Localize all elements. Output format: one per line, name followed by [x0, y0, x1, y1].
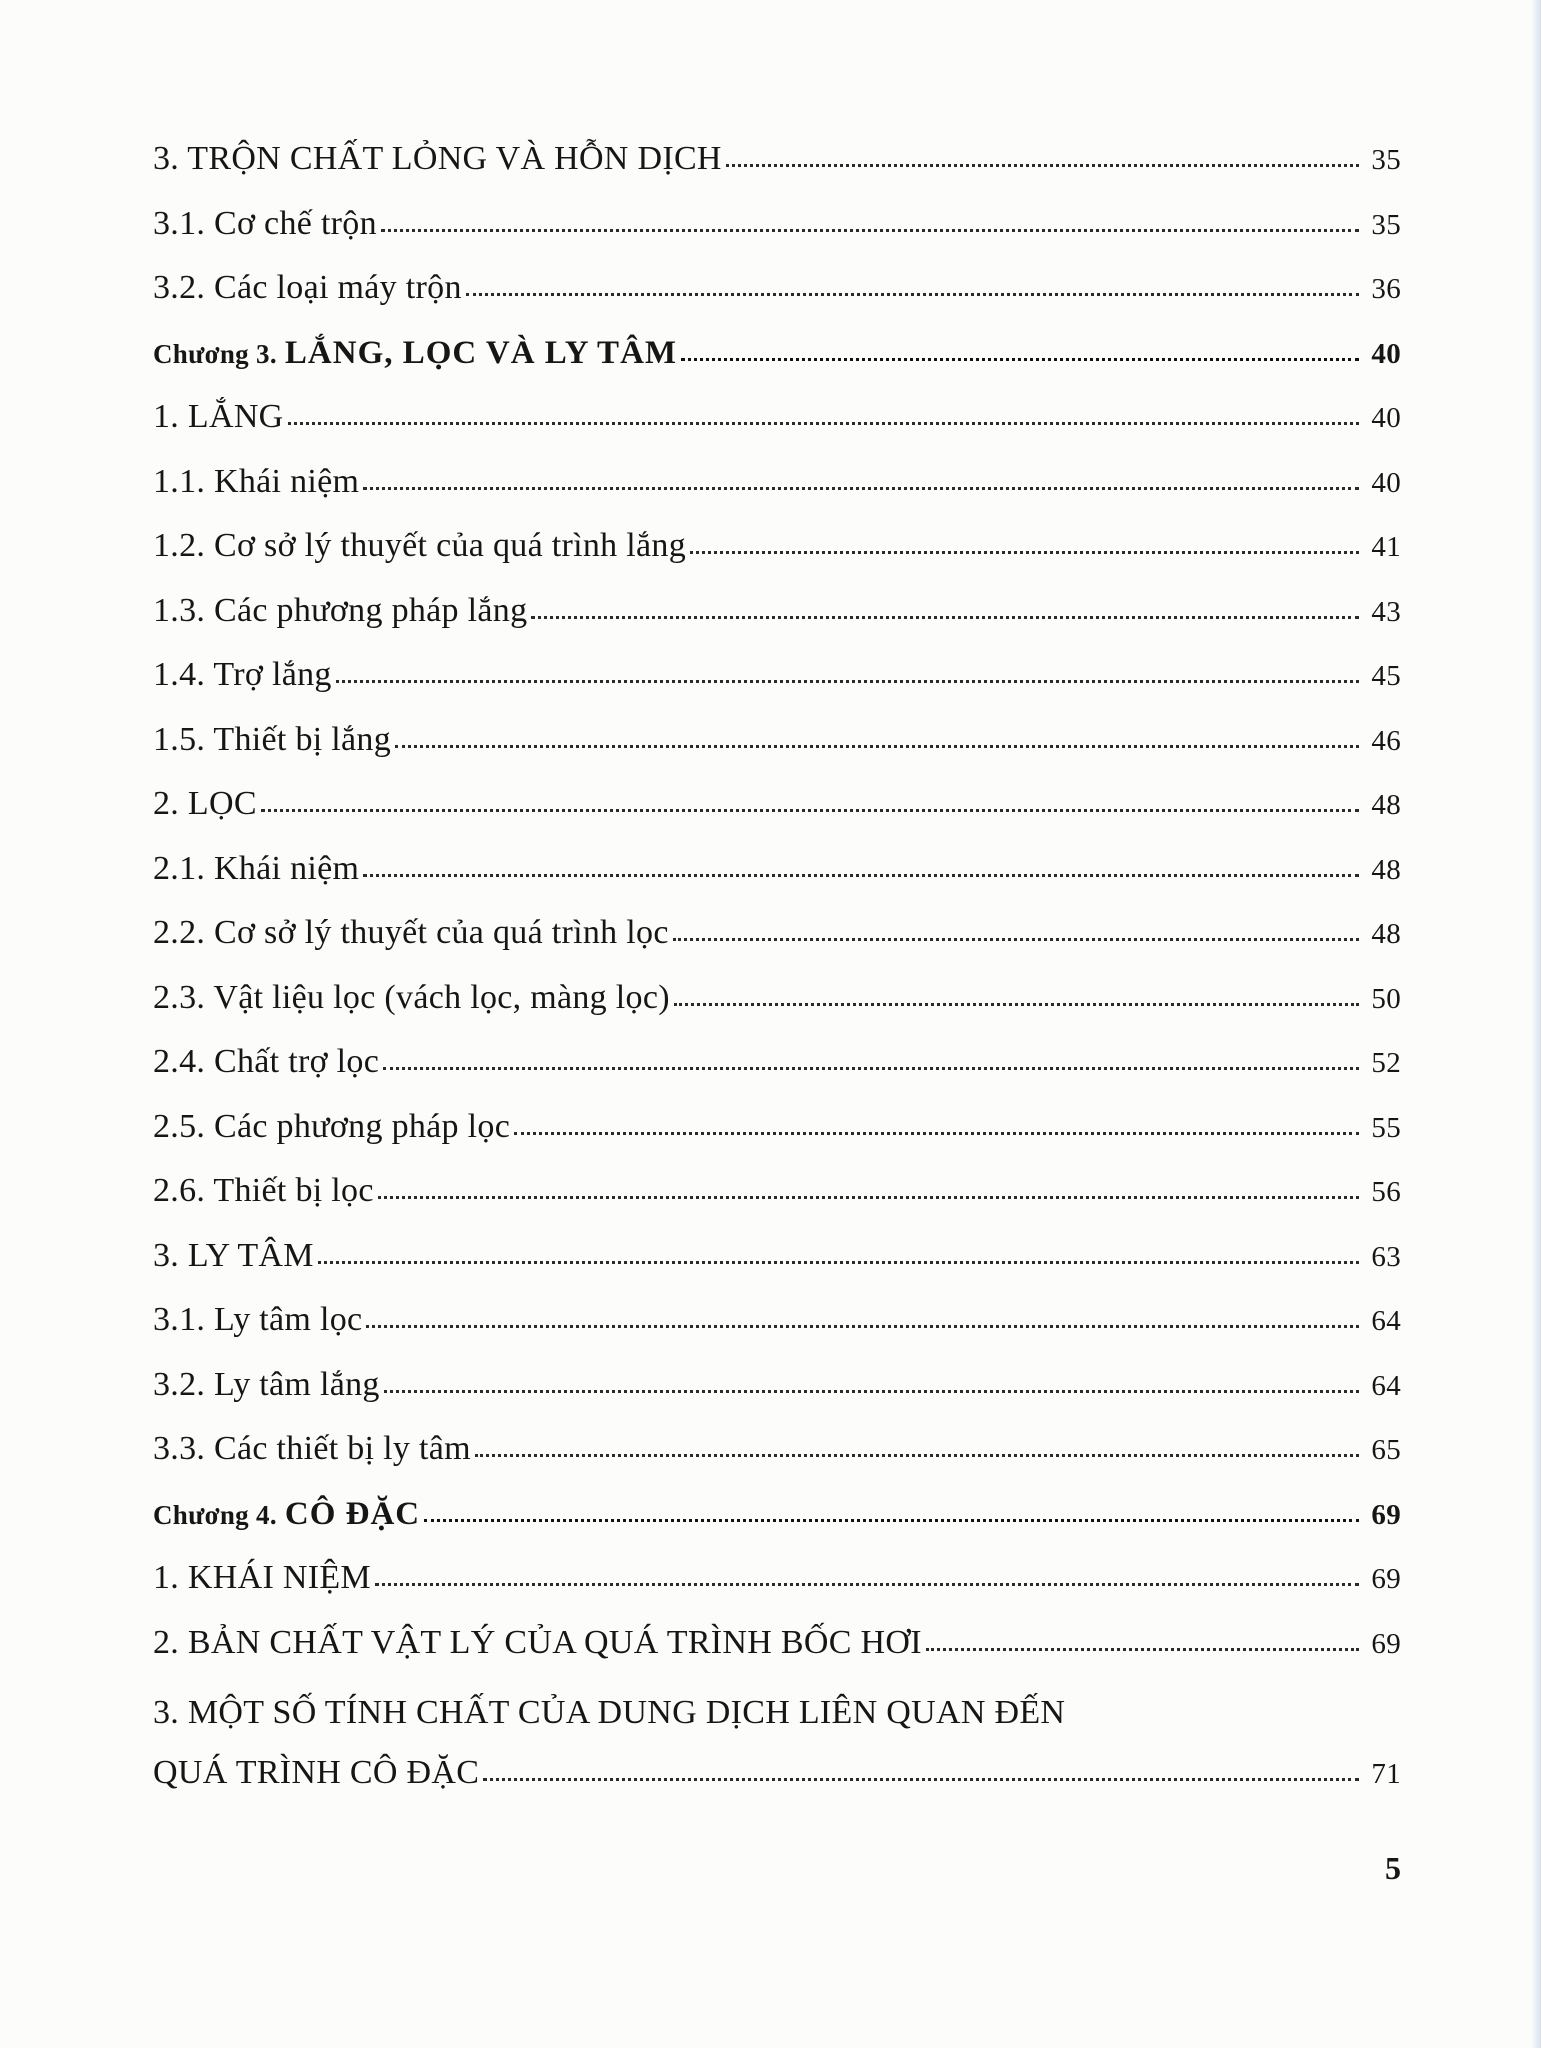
- table-of-contents: [153, 140, 1401, 1804]
- toc-entry: [153, 527, 1401, 592]
- toc-entry-title: 2.3. Vật liệu lọc (vách lọc, màng lọc): [153, 978, 670, 1016]
- toc-entry-page: 48: [1371, 918, 1401, 950]
- page-number: 5: [1385, 1850, 1401, 1886]
- toc-entry: [153, 269, 1401, 334]
- dot-leader: [483, 1778, 1359, 1781]
- toc-entry-page: 43: [1371, 595, 1401, 628]
- dot-leader: [363, 487, 1359, 490]
- toc-entry: [153, 1237, 1401, 1302]
- dot-leader: [424, 1519, 1359, 1522]
- toc-entry-title: 3.2. Các loại máy trộn: [153, 269, 462, 306]
- toc-entry: [153, 1172, 1401, 1237]
- toc-entry-title: 2.2. Cơ sở lý thuyết của quá trình lọc: [153, 914, 669, 951]
- toc-entry-title: 2. LỌC: [153, 785, 257, 822]
- toc-entry-title: 3.2. Ly tâm lắng: [153, 1365, 380, 1403]
- toc-entry-title: [153, 334, 677, 372]
- toc-entry: [153, 1301, 1401, 1366]
- toc-entry-page: 69: [1371, 1498, 1401, 1531]
- toc-entry-page: 40: [1371, 402, 1401, 434]
- toc-entry-title: 2.4. Chất trợ lọc: [153, 1043, 380, 1080]
- toc-entry-title: 1.1. Khái niệm: [153, 462, 360, 500]
- toc-entry-page: 55: [1371, 1111, 1401, 1144]
- dot-leader: [383, 1067, 1359, 1070]
- dot-leader: [681, 358, 1359, 361]
- toc-entry: [153, 592, 1401, 657]
- toc-entry: [153, 914, 1401, 979]
- toc-entry-page: 48: [1371, 789, 1401, 821]
- toc-entry-page: 63: [1371, 1240, 1401, 1273]
- dot-leader: [363, 874, 1359, 877]
- dot-leader: [673, 938, 1359, 941]
- toc-entry: [153, 721, 1401, 786]
- toc-entry-title-line1: 3. MỘT SỐ TÍNH CHẤT CỦA DUNG DỊCH LIÊN QUAN ĐẾN: [153, 1694, 1066, 1731]
- toc-entry-page: 64: [1371, 1369, 1401, 1402]
- toc-entry-page: 36: [1371, 273, 1401, 305]
- dot-leader: [475, 1454, 1359, 1457]
- toc-entry-title: 1.2. Cơ sở lý thuyết của quá trình lắng: [153, 527, 687, 564]
- toc-entry-page: 46: [1371, 724, 1401, 757]
- toc-entry-page: 35: [1371, 144, 1401, 176]
- toc-entry-title: 2. BẢN CHẤT VẬT LÝ CỦA QUÁ TRÌNH BỐC HƠI: [153, 1623, 922, 1661]
- toc-chapter-entry: [153, 1495, 1401, 1560]
- dot-leader: [381, 229, 1359, 232]
- dot-leader: [378, 1196, 1359, 1199]
- dot-leader: [726, 164, 1359, 167]
- toc-entry-title-line2: QUÁ TRÌNH CÔ ĐẶC: [153, 1754, 480, 1791]
- dot-leader: [690, 551, 1359, 554]
- dot-leader: [466, 293, 1359, 296]
- toc-entry-page: 56: [1371, 1176, 1401, 1208]
- dot-leader: [514, 1132, 1359, 1135]
- scan-edge-shadow: [1531, 0, 1541, 2048]
- toc-entry-title: 3.1. Ly tâm lọc: [153, 1301, 363, 1338]
- toc-entry: [153, 850, 1401, 915]
- toc-entry: [153, 785, 1401, 850]
- dot-leader: [318, 1261, 1359, 1264]
- dot-leader: [531, 616, 1359, 619]
- dot-leader: [366, 1325, 1359, 1328]
- toc-entry-title: 3.3. Các thiết bị ly tâm: [153, 1430, 471, 1467]
- toc-entry: [153, 1108, 1401, 1173]
- toc-entry-page: 69: [1371, 1563, 1401, 1595]
- chapter-title: CÔ ĐẶC: [284, 1495, 421, 1532]
- dot-leader: [261, 809, 1359, 812]
- toc-entry-page: 48: [1371, 853, 1401, 886]
- toc-entry-title: [153, 1495, 420, 1533]
- toc-entry-page: 40: [1371, 337, 1401, 370]
- toc-entry-line2: [153, 1754, 1401, 1804]
- chapter-prefix: Chương 4.: [153, 1499, 277, 1530]
- toc-entry-title: 3. LY TÂM: [153, 1236, 314, 1274]
- toc-entry-title: 1. KHÁI NIỆM: [153, 1559, 371, 1596]
- toc-entry-page: 64: [1371, 1305, 1401, 1337]
- toc-entry-title: 3.1. Cơ chế trộn: [153, 204, 377, 242]
- dot-leader: [336, 680, 1359, 683]
- toc-entry-title: 1.4. Trợ lắng: [153, 656, 332, 693]
- toc-entry: [153, 1430, 1401, 1495]
- toc-entry-title: 3. TRỘN CHẤT LỎNG VÀ HỖN DỊCH: [153, 140, 722, 177]
- toc-entry-page: 71: [1371, 1758, 1401, 1790]
- dot-leader: [395, 745, 1359, 748]
- toc-entry: [153, 1559, 1401, 1624]
- toc-entry: [153, 1624, 1401, 1689]
- toc-entry-title: 1. LẮNG: [153, 398, 284, 435]
- chapter-prefix: Chương 3.: [153, 338, 277, 369]
- dot-leader: [926, 1648, 1359, 1651]
- toc-entry: [153, 463, 1401, 528]
- toc-entry-page: 40: [1371, 466, 1401, 499]
- toc-entry-title: 2.6. Thiết bị lọc: [153, 1172, 374, 1209]
- toc-entry: [153, 979, 1401, 1044]
- dot-leader: [288, 422, 1359, 425]
- toc-entry-title: 2.1. Khái niệm: [153, 849, 360, 887]
- dot-leader: [674, 1003, 1359, 1006]
- toc-entry: [153, 1694, 1401, 1804]
- toc-entry-title: 1.5. Thiết bị lắng: [153, 720, 392, 758]
- toc-entry: [153, 205, 1401, 270]
- toc-entry-title: 2.5. Các phương pháp lọc: [153, 1107, 511, 1145]
- toc-entry: [153, 656, 1401, 721]
- toc-entry-page: 41: [1371, 531, 1401, 563]
- toc-entry-page: 50: [1371, 982, 1401, 1015]
- dot-leader: [375, 1583, 1359, 1586]
- toc-entry-title: 1.3. Các phương pháp lắng: [153, 591, 528, 629]
- toc-entry-page: 45: [1371, 660, 1401, 692]
- toc-entry-page: 52: [1371, 1047, 1401, 1079]
- toc-chapter-entry: [153, 334, 1401, 399]
- dot-leader: [384, 1390, 1359, 1393]
- chapter-title: LẮNG, LỌC VÀ LY TÂM: [284, 334, 678, 371]
- toc-entry-page: 65: [1371, 1434, 1401, 1466]
- toc-entry-page: 69: [1371, 1627, 1401, 1660]
- toc-entry-page: 35: [1371, 208, 1401, 241]
- toc-entry: [153, 398, 1401, 463]
- toc-entry: [153, 1366, 1401, 1431]
- toc-entry: [153, 140, 1401, 205]
- toc-entry: [153, 1043, 1401, 1108]
